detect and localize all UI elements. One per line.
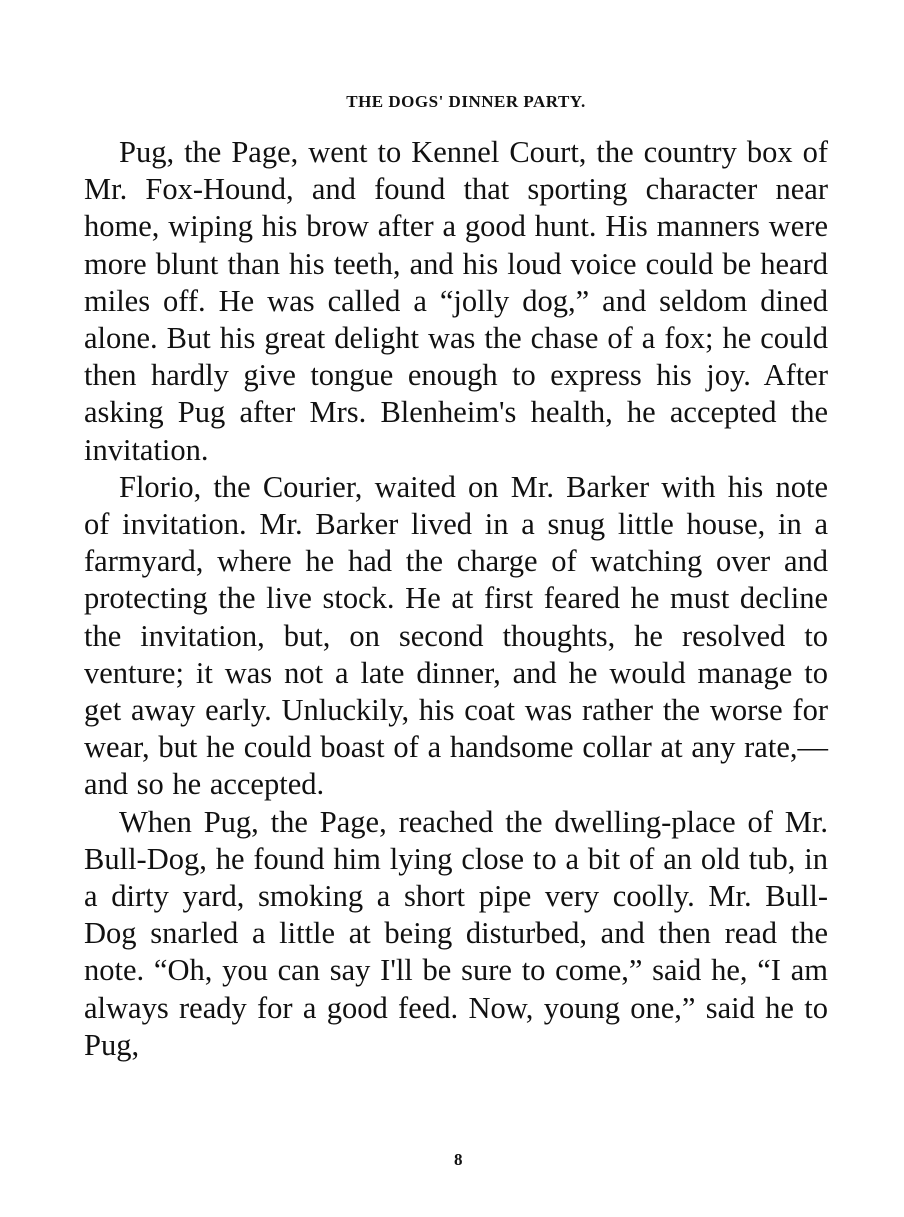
running-header: THE DOGS' DINNER PARTY. [346,92,586,111]
paragraph-barker: Florio, the Courier, waited on Mr. Barker with his note of invitation. Mr. Barker lived in a snug little house, in a farmyard, where he had the charge of watching over and protecting the live stock. He at first feared he must decline the invitation, but, on second thoughts, he resolved to venture; it was not a late dinner, and he would manage to get away early. Unluckily, his coat was rather the worse for wear, but he could boast of a handsome collar at any rate,—and so he accepted. [84,469,828,802]
body-text [84,134,828,1064]
page-number: 8 [454,1150,463,1169]
paragraph-bull-dog: When Pug, the Page, reached the dwelling-place of Mr. Bull-Dog, he found him lying close to a bit of an old tub, in a dirty yard, smoking a short pipe very coolly. Mr. Bull-Dog snarled a little at being disturbed, and then read the note. “Oh, you can say I'll be sure to come,” said he, “I am always ready for a good feed. Now, young one,” said he to Pug, [84,804,828,1062]
paragraph-fox-hound: Pug, the Page, went to Kennel Court, the country box of Mr. Fox-Hound, and found that sporting character near home, wiping his brow after a good hunt. His manners were more blunt than his teeth, and his loud voice could be heard miles off. He was called a “jolly dog,” and seldom dined alone. But his great delight was the chase of a fox; he could then hardly give tongue enough to express his joy. After asking Pug after Mrs. Blenheim's health, he accepted the invitation. [84,135,828,467]
